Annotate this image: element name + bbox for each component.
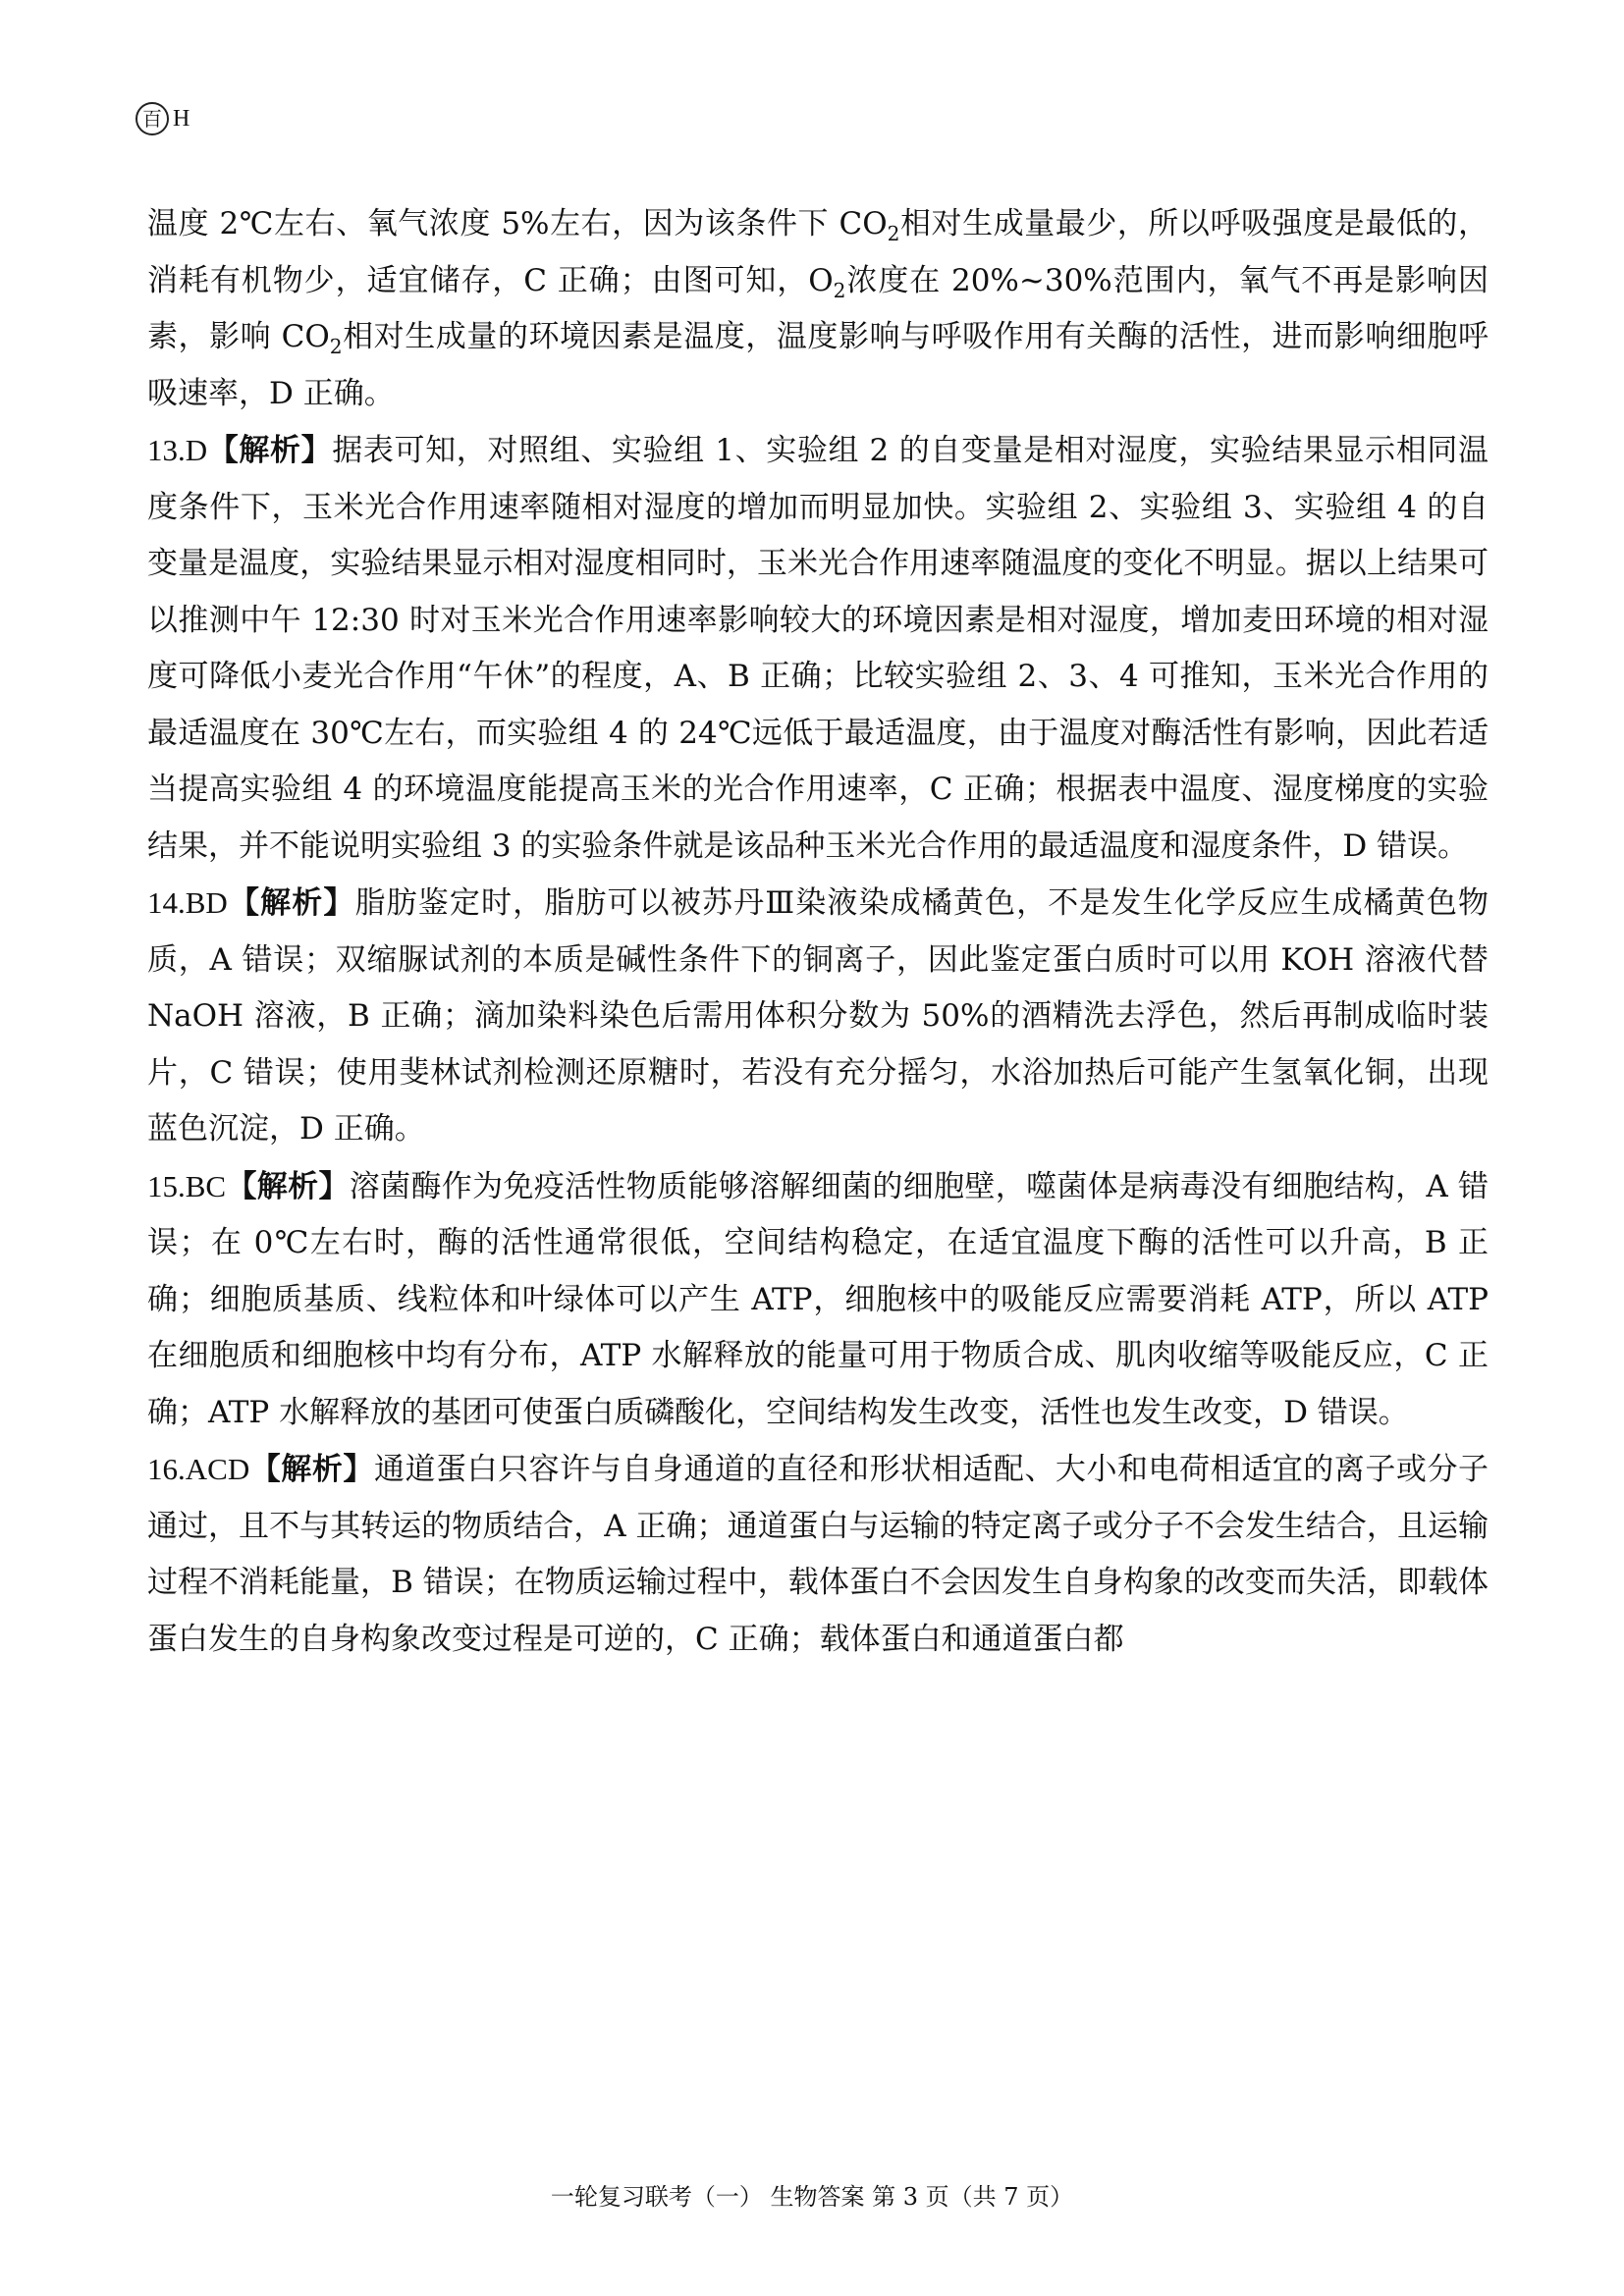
answer-text: 据表可知，对照组、实验组 1、实验组 2 的自变量是相对湿度，实验结果显示相同温度条件下，玉米光合作用速率随相对湿度的增加而明显加快。实验组 2、实验组 3、实验组 4 的自变量是温度，实验结果显示相对湿度相同时，玉米光合作用速率随温度的变化不明显。据以上结果可以推测中午 12:30 时对玉米光合作用速率影响较大的环境因素是相对湿度，增加麦田环境的相对湿度可降低小麦光合作用“午休”的程度，A、B 正确；比较实验组 2、3、4 可推知，玉米光合作用的最适温度在 30℃左右，而实验组 4 的 24℃远低于最适温度，由于温度对酶活性有影响，因此若适当提高实验组 4 的环境温度能提高玉米的光合作用速率，C 正确；根据表中温度、湿度梯度的实验结果，并不能说明实验组 3 的实验条件就是该品种玉米光合作用的最适温度和湿度条件，D 错误。 [147,433,1489,864]
publisher-logo [135,102,189,135]
subscript: 2 [833,278,846,302]
answer-14 [147,875,1489,1158]
answer-text: 溶菌酶作为免疫活性物质能够溶解细菌的细胞壁，噬菌体是病毒没有细胞结构，A 错误；在 0℃左右时，酶的活性通常很低，空间结构稳定，在适宜温度下酶的活性可以升高，B 正确；细胞质基质、线粒体和叶绿体可以产生 ATP，细胞核中的吸能反应需要消耗 ATP，所以 ATP 在细胞质和细胞核中均有分布，ATP 水解释放的能量可用于物质合成、肌肉收缩等吸能反应，C 正确；ATP 水解释放的基团可使蛋白质磷酸化，空间结构发生改变，活性也发生改变，D 错误。 [147,1168,1489,1430]
question-number: 15.BC [147,1168,227,1203]
answer-body [147,196,1489,1668]
answer-15 [147,1158,1489,1442]
subscript: 2 [329,335,343,359]
text-segment: 相对生成量最少，所以呼吸强度是最低的，消耗有机物少，适宜储存，C 正确；由图可知，O [147,206,1489,298]
analysis-tag: 【解析】 [207,433,333,468]
question-number: 14.BD [147,885,228,920]
analysis-tag: 【解析】 [249,1452,374,1487]
answer-text: 通道蛋白只容许与自身通道的直径和形状相适配、大小和电荷相适宜的离子或分子通过，且不与其转运的物质结合，A 正确；通道蛋白与运输的特定离子或分子不会发生结合，且运输过程不消耗能量，B 错误；在物质运输过程中，载体蛋白不会因发生自身构象的改变而失活，即载体蛋白发生的自身构象改变过程是可逆的，C 正确；载体蛋白和通道蛋白都 [147,1452,1489,1657]
question-number: 16.ACD [147,1452,250,1486]
text-segment: 浓度在 20%~30%范围内，氧气不再是影响因素，影响 CO [147,262,1489,354]
logo-letter: H [173,105,190,132]
subscript: 2 [887,222,900,246]
answer-16 [147,1441,1489,1668]
paragraph-continued [147,196,1489,422]
text-segment: 温度 2℃左右、氧气浓度 5%左右，因为该条件下 CO [147,206,888,241]
text-segment: 相对生成量的环境因素是温度，温度影响与呼吸作用有关酶的活性，进而影响细胞呼吸速率，D 正确。 [147,319,1489,411]
answer-text: 脂肪鉴定时，脂肪可以被苏丹Ⅲ染液染成橘黄色，不是发生化学反应生成橘黄色物质，A 错误；双缩脲试剂的本质是碱性条件下的铜离子，因此鉴定蛋白质时可以用 KOH 溶液代替 NaOH 溶液，B 正确；滴加染料染色后需用体积分数为 50%的酒精洗去浮色，然后再制成临时装片，C 错误；使用斐林试剂检测还原糖时，若没有充分摇匀，水浴加热后可能产生氢氧化铜，出现蓝色沉淀，D 正确。 [147,885,1489,1147]
answer-13 [147,422,1489,875]
analysis-tag: 【解析】 [227,885,355,921]
logo-seal-icon: 百 [135,102,169,135]
question-number: 13.D [147,433,208,467]
page-footer: 一轮复习联考（一） 生物答案 第 3 页（共 7 页） [550,2183,1074,2211]
analysis-tag: 【解析】 [226,1168,350,1204]
